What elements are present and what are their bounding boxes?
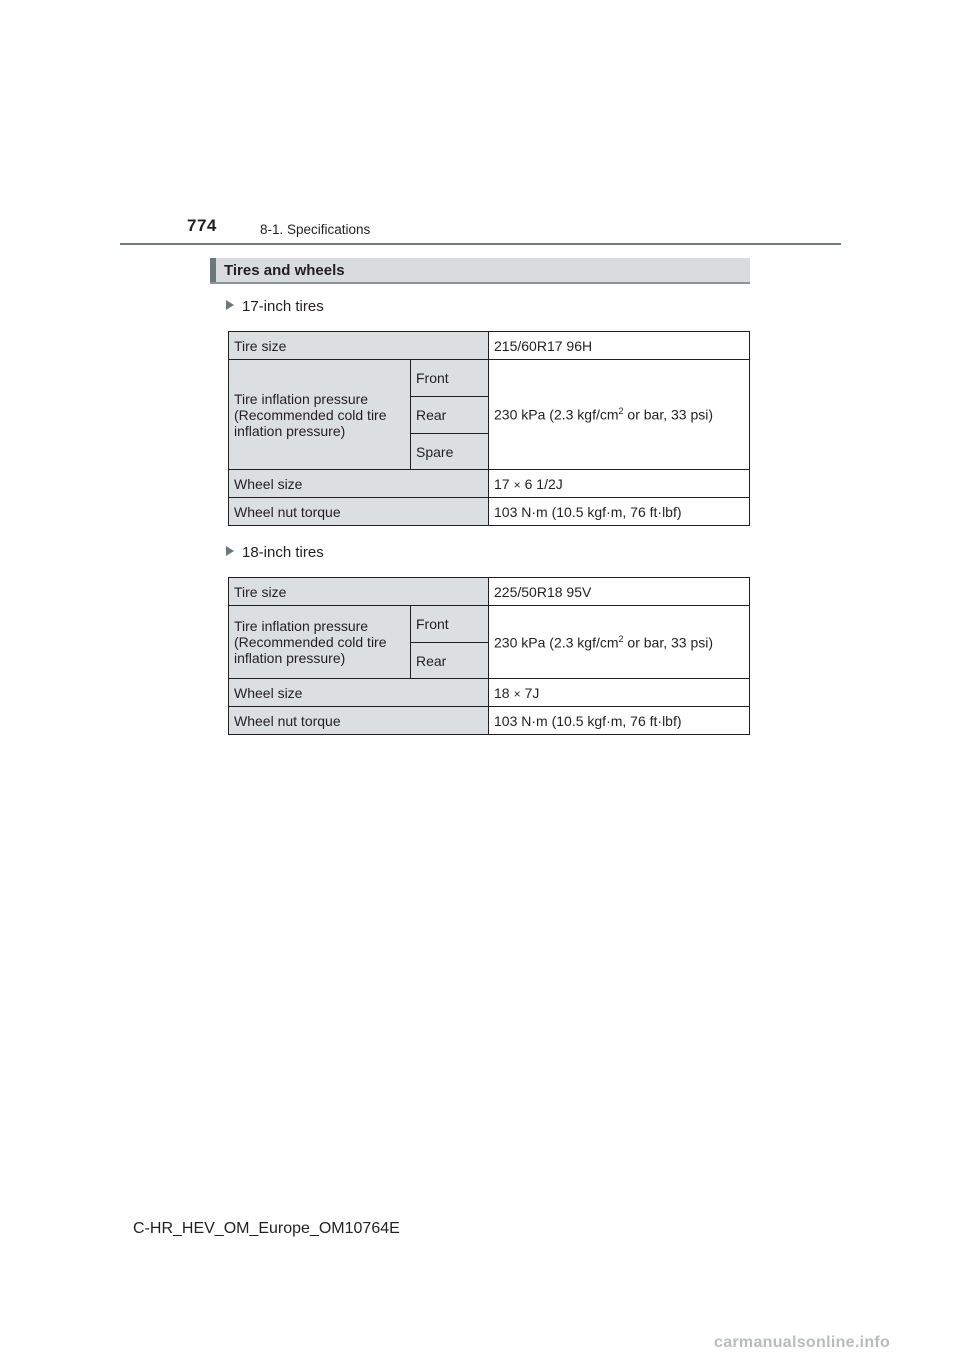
table-row [229,606,750,643]
torque-value: 103 N·m (10.5 kgf·m, 76 ft·lbf) [489,498,750,526]
wheel-size-value [489,679,750,707]
wheel-size-label: Wheel size [229,679,489,707]
tire-size-label: Tire size [229,332,489,360]
torque-value: 103 N·m (10.5 kgf·m, 76 ft·lbf) [489,707,750,735]
multiply-sign: × [513,477,521,492]
table-row [229,470,750,498]
document-code: C-HR_HEV_OM_Europe_OM10764E [133,1220,400,1237]
table-row [229,498,750,526]
table-row [229,360,750,397]
pressure-value-sup: 2 [618,406,624,417]
tire-size-value: 215/60R17 96H [489,332,750,360]
arrow-right-icon [226,546,234,556]
wheel-size-label: Wheel size [229,470,489,498]
subheading-text: 17-inch tires [242,298,324,315]
position-front: Front [411,606,489,643]
wheel-size-b: 7J [524,684,540,701]
spec-table-18-inch [228,577,750,735]
spec-table-17-inch [228,331,750,526]
arrow-right-icon [226,300,234,310]
tire-size-label: Tire size [229,578,489,606]
pressure-value-tail: or bar, 33 psi) [623,634,714,651]
page-number: 774 [187,216,217,235]
subheading-18-inch [226,544,324,561]
wheel-size-a: 17 [494,475,510,492]
pressure-value-tail: or bar, 33 psi) [623,406,714,423]
table-row [229,707,750,735]
pressure-label: Tire inflation pressure (Recommended cold tire inflation pressure) [229,606,411,679]
multiply-sign: × [513,686,521,701]
subheading-text: 18-inch tires [242,544,324,561]
pressure-value [489,360,750,470]
torque-label: Wheel nut torque [229,498,489,526]
wheel-size-a: 18 [494,684,510,701]
section-heading [210,258,750,284]
pressure-value-main: 230 kPa (2.3 kgf/cm [494,406,619,423]
tire-size-value: 225/50R18 95V [489,578,750,606]
header-rule [120,243,841,245]
torque-label: Wheel nut torque [229,707,489,735]
table-row [229,332,750,360]
position-front: Front [411,360,489,397]
pressure-value-main: 230 kPa (2.3 kgf/cm [494,634,619,651]
position-spare: Spare [411,434,489,470]
pressure-value [489,606,750,679]
table-row [229,578,750,606]
subheading-17-inch [226,298,324,315]
heading-accent [210,258,216,282]
position-rear: Rear [411,397,489,434]
table-row [229,679,750,707]
position-rear: Rear [411,643,489,679]
watermark: carmanualsonline.info [714,1334,891,1351]
wheel-size-b: 6 1/2J [524,475,563,492]
wheel-size-value [489,470,750,498]
section-title: 8-1. Specifications [260,222,371,237]
pressure-label: Tire inflation pressure (Recommended cold tire inflation pressure) [229,360,411,470]
heading-text: Tires and wheels [224,262,345,279]
pressure-value-sup: 2 [618,633,624,644]
